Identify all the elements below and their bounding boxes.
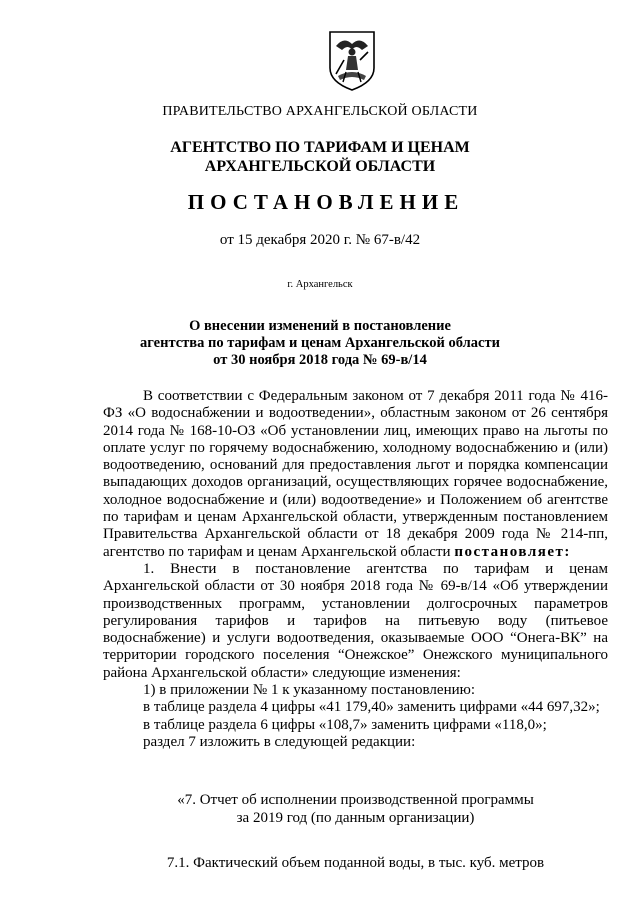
subject-line2: агентства по тарифам и ценам Архангельской области [140, 335, 500, 351]
section-7-title-line2: за 2019 год (по данным организации) [236, 810, 475, 826]
agency-title-line2: АРХАНГЕЛЬСКОЙ ОБЛАСТИ [204, 158, 436, 175]
subitem-1: 1) в приложении № 1 к указанному постановлению: [143, 682, 475, 699]
subject-line1: О внесении изменений в постановление [189, 318, 451, 334]
coat-of-arms-emblem [326, 30, 378, 92]
section-7-1-heading: 7.1. Фактический объем поданной воды, в тыс. куб. метров [166, 855, 545, 871]
preamble-paragraph [103, 388, 608, 561]
date-number: от 15 декабря 2020 г. № 67-в/42 [219, 232, 421, 248]
subitem-table4: в таблице раздела 4 цифры «41 179,40» заменить цифрами «44 697,32»; [143, 699, 600, 716]
section-7-title-line1: «7. Отчет об исполнении производственной программы [177, 792, 534, 808]
city: г. Архангельск [287, 279, 353, 290]
agency-title [0, 138, 640, 176]
document-body [103, 388, 608, 751]
subject-line3: от 30 ноября 2018 года № 69-в/14 [213, 352, 427, 368]
agency-title-line1: АГЕНТСТВО ПО ТАРИФАМ И ЦЕНАМ [170, 139, 470, 156]
preamble-text: В соответствии с Федеральным законом от 7 декабря 2011 года № 416-ФЗ «О водоснабжении и водоотведении», областным законом от 26 сентября 2014 года № 168-10-ОЗ «Об установлении лиц, имеющих право на льготы по оплате услуг по горячему водоснабжению, холодному водоснабжению и (или) водоотведению, оснований для предоставления льгот и порядка компенсации выпадающих доходов организаций, осуществляющих горячее водоснабжение, холодное водоснабжение и (или) водоотведение» и Положением об агентстве по тарифам и ценам Архангельской области, утвержденным постановлением Правительства Архангельской области от 18 декабря 2009 года № 214-пп, агентство по тарифам и ценам Архангельской области [103, 388, 608, 560]
item-1-paragraph: 1. Внести в постановление агентства по тарифам и ценам Архангельской области от 30 ноября 2018 года № 69-в/14 «Об утверждении производственных программ, установлении долгосрочных параметров регулирования тарифов и тарифов на питьевую воду (питьевое водоснабжение) и услуги водоотведения, оказываемые ООО “Онега-ВК” на территории городского поселения “Онежское” Онежского муниципального района Архангельской области» следующие изменения: [103, 560, 608, 681]
government-title: ПРАВИТЕЛЬСТВО АРХАНГЕЛЬСКОЙ ОБЛАСТИ [162, 104, 478, 119]
section-7-title [103, 791, 608, 827]
resolves-keyword: постановляет: [454, 543, 571, 560]
document-subject [0, 318, 640, 369]
document-type: ПОСТАНОВЛЕНИЕ [187, 190, 465, 214]
subitem-section7: раздел 7 изложить в следующей редакции: [143, 733, 416, 750]
subitem-table6: в таблице раздела 6 цифры «108,7» заменить цифрами «118,0»; [143, 716, 547, 733]
